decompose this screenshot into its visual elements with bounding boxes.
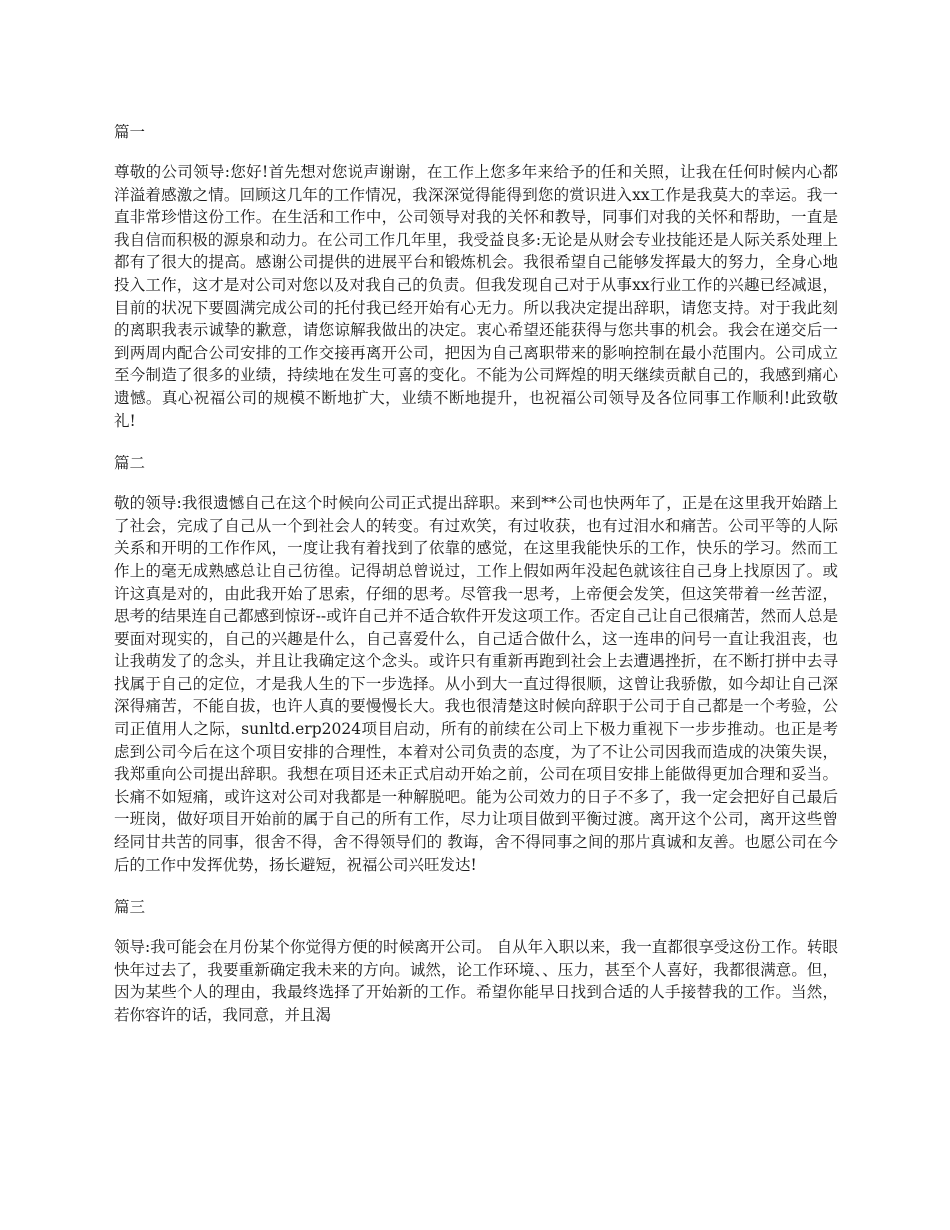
section-1-heading: 篇一 [114,123,146,141]
section-1-body: 尊敬的公司领导:您好!首先想对您说声谢谢，在工作上您多年来给予的任和关照，让我在任何时候内心都洋溢着感激之情。回顾这几年的工作情况，我深深觉得能得到您的赏识进入xx工作是我莫大的幸运。我一直非常珍惜这份工作。在生活和工作中，公司领导对我的关怀和教导，同事们对我的关怀和帮助，一直是我自信而积极的源泉和动力。在公司工作几年里，我受益良多:无论是从财会专业技能还是人际关系处理上都有了很大的提高。感谢公司提供的进展平台和锻炼机会。我很希望自己能够发挥最大的努力，全身心地投入工作，这才是对公司对您以及对我自己的负责。但我发现自己对于从事xx行业工作的兴趣已经减退，目前的状况下要圆满完成公司的托付我已经开始有心无力。所以我决定提出辞职，请您支持。对于我此刻的离职我表示诚挚的歉意，请您谅解我做出的决定。衷心希望还能获得与您共事的机会。我会在递交后一到两周内配合公司安排的工作交接再离开公司，把因为自己离职带来的影响控制在最小范围内。公司成立至今制造了很多的业绩，持续地在发生可喜的变化。不能为公司辉煌的明天继续贡献自己的，我感到痛心遗憾。真心祝福公司的规模不断地扩大，业绩不断地提升，也祝福公司领导及各位同事工作顺利!此致敬礼! [114,163,838,430]
section-3-body: 领导:我可能会在月份某个你觉得方便的时候离开公司。 自从年入职以来，我一直都很享受这份工作。转眼快年过去了，我要重新确定我未来的方向。诚然，论工作环境、、压力，甚至个人喜好，我都很满意。但，因为某些个人的理由，我最终选择了开始新的工作。希望你能早日找到合适的人手接替我的工作。当然，若你容许的话，我同意，并且渴 [114,938,838,1024]
section-3-heading: 篇三 [114,898,146,917]
document-page [114,121,838,1047]
section-2-heading: 篇二 [114,454,146,473]
section-2-body: 敬的领导:我很遗憾自己在这个时候向公司正式提出辞职。来到**公司也快两年了，正是在这里我开始踏上了社会，完成了自己从一个到社会人的转变。有过欢笑，有过收获，也有过泪水和痛苦。公司平等的人际关系和开明的工作作风，一度让我有着找到了依靠的感觉，在这里我能快乐的工作，快乐的学习。然而工作上的毫无成熟感总让自己彷徨。记得胡总曾说过，工作上假如两年没起色就该往自己身上找原因了。或许这真是对的，由此我开始了思索，仔细的思考。尽管我一思考，上帝便会发笑，但这笑带着一丝苦涩，思考的结果连自己都感到惊讶--或许自己并不适合软件开发这项工作。否定自己让自己很痛苦，然而人总是要面对现实的，自己的兴趣是什么，自己喜爱什么，自己适合做什么，这一连串的问号一直让我沮丧，也让我萌发了的念头，并且让我确定这个念头。或许只有重新再跑到社会上去遭遇挫折，在不断打拼中去寻找属于自己的定位，才是我人生的下一步选择。从小到大一直过得很顺，这曾让我骄傲，如今却让自己深深得痛苦，不能自拔，也许人真的要慢慢长大。我也很清楚这时候向辞职于公司于自己都是一个考验，公司正值用人之际，sunltd.erp2024项目启动，所有的前续在公司上下极力重视下一步步推动。也正是考虑到公司今后在这个项目安排的合理性，本着对公司负责的态度，为了不让公司因我而造成的决策失误，我郑重向公司提出辞职。我想在项目还未正式启动开始之前，公司在项目安排上能做得更加合理和妥当。长痛不如短痛，或许这对公司对我都是一种解脱吧。能为公司效力的日子不多了，我一定会把好自己最后一班岗，做好项目开始前的属于自己的所有工作，尽力让项目做到平衡过渡。离开这个公司，离开这些曾经同甘共苦的同事，很舍不得，舍不得领导们的 教诲，舍不得同事之间的那片真诚和友善。也愿公司在今后的工作中发挥优势，扬长避短，祝福公司兴旺发达! [114,494,838,874]
